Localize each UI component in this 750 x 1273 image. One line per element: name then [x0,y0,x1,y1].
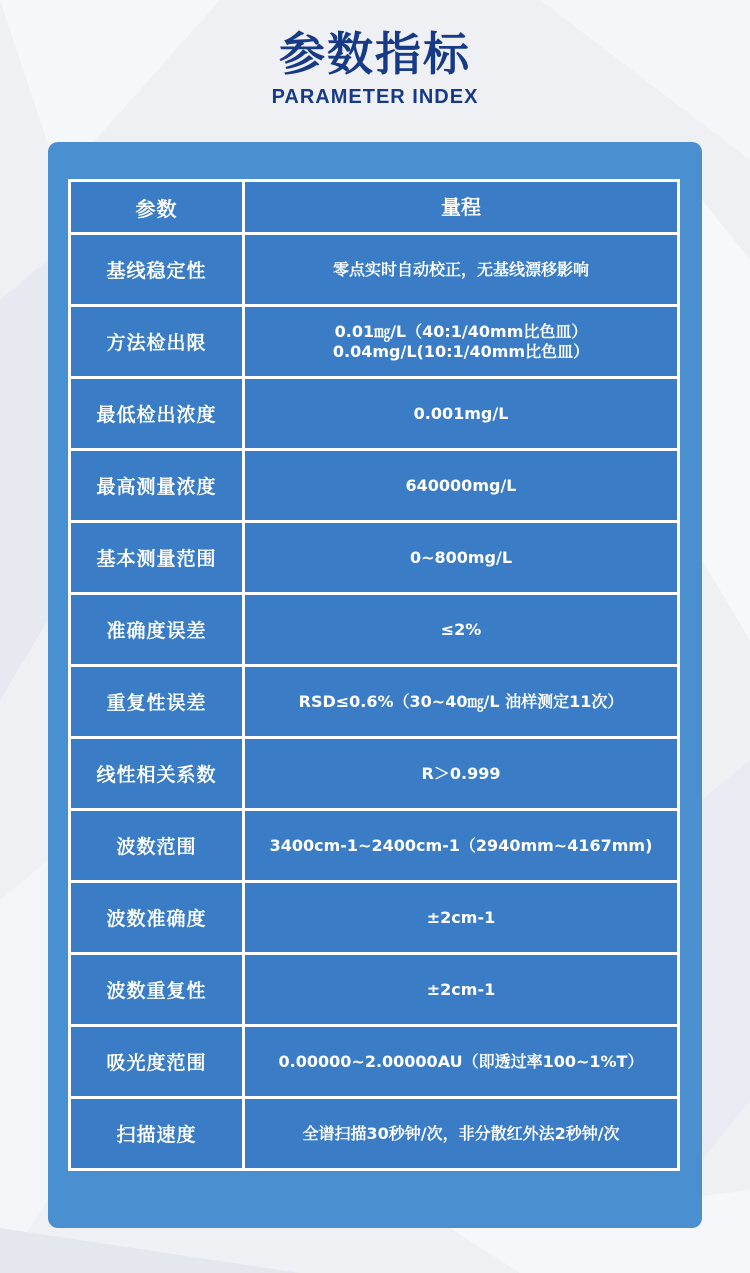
param-name-cell: 波数范围 [71,811,245,880]
table-row [71,451,680,523]
range-line: 0.01㎎/L（40:1/40mm比色皿） [334,321,588,341]
range-lines [441,620,482,640]
table-row [71,379,680,451]
table-row [71,523,680,595]
param-range-cell [245,883,680,952]
parameter-panel [48,142,702,1228]
range-line: 全谱扫描30秒钟/次，非分散红外法2秒钟/次 [302,1123,620,1143]
table-row [71,1027,680,1099]
header [0,22,750,109]
table-row [71,883,680,955]
range-line: RSD≤0.6%（30~40㎎/L 油样测定11次） [298,691,624,711]
range-lines [406,476,517,496]
table-row [71,1099,680,1171]
param-range-cell [245,595,680,664]
range-line: 0~800mg/L [409,547,513,567]
param-range-cell [245,667,680,736]
table-row [71,667,680,739]
range-line: 0.00000~2.00000AU（即透过率100~1%T） [278,1051,644,1071]
param-name-cell: 波数准确度 [71,883,245,952]
page-title: 参数指标 [279,27,471,81]
range-line: ≤2% [440,619,482,639]
param-name-cell: 准确度误差 [71,595,245,664]
param-name-cell: 基线稳定性 [71,235,245,304]
param-range-cell [245,1027,680,1096]
range-line: 640000mg/L [405,475,517,495]
table-header-row [71,182,680,235]
param-name-cell: 波数重复性 [71,955,245,1024]
range-lines [333,322,589,362]
range-line: 零点实时自动校正，无基线漂移影响 [332,259,589,279]
range-lines [270,836,653,856]
range-line: 0.001mg/L [413,403,509,423]
param-range-cell [245,523,680,592]
table-row [71,739,680,811]
param-name-cell: 基本测量范围 [71,523,245,592]
param-name-cell: 扫描速度 [71,1099,245,1168]
param-name-cell: 吸光度范围 [71,1027,245,1096]
param-range-cell [245,451,680,520]
table-row [71,955,680,1027]
param-range-cell [245,739,680,808]
column-header-range: 量程 [245,182,680,232]
parameter-table [68,179,680,1171]
range-lines [410,548,512,568]
range-lines [302,1124,619,1144]
range-lines [427,980,495,1000]
range-lines [279,1052,644,1072]
range-lines [414,404,509,424]
param-name-cell: 方法检出限 [71,307,245,376]
table-row [71,811,680,883]
table-row [71,235,680,307]
range-line: 3400cm-1~2400cm-1（2940mm~4167mm) [269,835,653,855]
param-range-cell [245,1099,680,1168]
range-lines [422,764,501,784]
param-name-cell: 最低检出浓度 [71,379,245,448]
table-row [71,595,680,667]
param-name-cell: 线性相关系数 [71,739,245,808]
param-name-cell: 最高测量浓度 [71,451,245,520]
param-range-cell [245,379,680,448]
range-line: R＞0.999 [421,763,501,783]
range-line: ±2cm-1 [426,907,496,927]
range-line: ±2cm-1 [426,979,496,999]
column-header-param: 参数 [71,182,245,232]
page-subtitle: PARAMETER INDEX [271,86,479,108]
table-row [71,307,680,379]
param-name-cell: 重复性误差 [71,667,245,736]
param-range-cell [245,235,680,304]
param-range-cell [245,811,680,880]
range-line: 0.04mg/L(10:1/40mm比色皿） [332,341,590,361]
range-lines [333,260,589,280]
range-lines [427,908,495,928]
param-range-cell [245,307,680,376]
range-lines [299,692,624,712]
param-range-cell [245,955,680,1024]
